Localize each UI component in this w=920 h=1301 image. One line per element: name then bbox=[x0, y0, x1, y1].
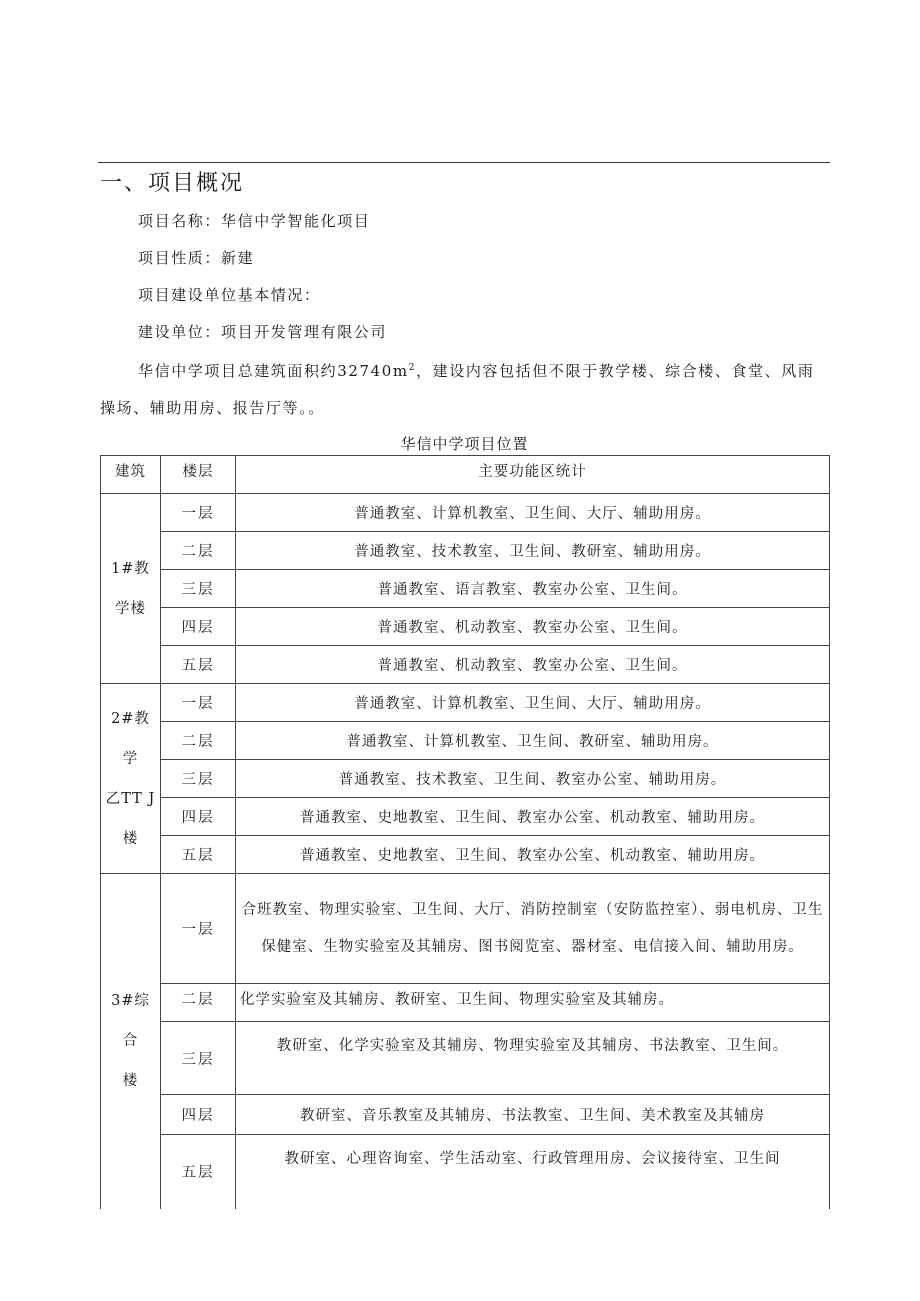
functions-cell: 普通教室、技术教室、卫生间、教室办公室、辅助用房。 bbox=[236, 760, 830, 798]
functions-cell: 化学实验室及其辅房、教研室、卫生间、物理实验室及其辅房。 bbox=[236, 984, 830, 1022]
header-rule bbox=[98, 162, 830, 163]
floor-cell: 一层 bbox=[161, 494, 236, 532]
floor-cell: 四层 bbox=[161, 608, 236, 646]
functions-cell: 普通教室、机动教室、教室办公室、卫生间。 bbox=[236, 608, 830, 646]
building-name-line: 学楼 bbox=[115, 600, 146, 617]
function-table bbox=[100, 455, 830, 1209]
building-name-line: 2#教学 bbox=[111, 710, 150, 767]
floor-cell: 三层 bbox=[161, 1022, 236, 1095]
floor-cell: 五层 bbox=[161, 646, 236, 684]
owner-line: 建设单位：项目开发管理有限公司 bbox=[138, 323, 388, 341]
floor-cell: 二层 bbox=[161, 532, 236, 570]
project-name-line: 项目名称：华信中学智能化项目 bbox=[138, 212, 371, 230]
building-name-line: 3#综合 bbox=[111, 993, 150, 1050]
table-row bbox=[101, 1022, 830, 1095]
floor-cell: 五层 bbox=[161, 1135, 236, 1209]
table-row bbox=[101, 646, 830, 684]
floor-cell: 四层 bbox=[161, 1095, 236, 1135]
building-name-line: 1#教 bbox=[111, 560, 150, 577]
table-row bbox=[101, 984, 830, 1022]
table-header-row bbox=[101, 456, 830, 494]
floor-cell: 五层 bbox=[161, 836, 236, 874]
table-caption: 华信中学项目位置 bbox=[400, 435, 529, 453]
functions-cell: 普通教室、计算机教室、卫生间、大厅、辅助用房。 bbox=[236, 494, 830, 532]
section-heading: 一、项目概况 bbox=[100, 171, 245, 196]
building-cell bbox=[101, 684, 161, 874]
owner-info-line: 项目建设单位基本情况： bbox=[138, 286, 321, 304]
table-row bbox=[101, 722, 830, 760]
functions-cell: 普通教室、技术教室、卫生间、教研室、辅助用房。 bbox=[236, 532, 830, 570]
functions-cell: 普通教室、机动教室、教室办公室、卫生间。 bbox=[236, 646, 830, 684]
table-row bbox=[101, 1135, 830, 1209]
project-nature-line: 项目性质：新建 bbox=[138, 249, 255, 267]
table-row bbox=[101, 684, 830, 722]
functions-cell: 普通教室、计算机教室、卫生间、教研室、辅助用房。 bbox=[236, 722, 830, 760]
building-name-line: 楼 bbox=[122, 1073, 139, 1090]
building-name-line: 乙TT J bbox=[105, 790, 156, 807]
table-row bbox=[101, 532, 830, 570]
header-floor: 楼层 bbox=[161, 456, 236, 494]
table-row bbox=[101, 760, 830, 798]
functions-cell: 教研室、音乐教室及其辅房、书法教室、卫生间、美术教室及其辅房 bbox=[236, 1095, 830, 1135]
header-functions: 主要功能区统计 bbox=[236, 456, 830, 494]
functions-cell: 合班教室、物理实验室、卫生间、大厅、消防控制室（安防监控室）、弱电机房、卫生保健室、生物实验室及其辅房、图书阅览室、器材室、电信接入间、辅助用房。 bbox=[236, 874, 830, 984]
functions-cell: 普通教室、语言教室、教室办公室、卫生间。 bbox=[236, 570, 830, 608]
area-unit-superscript: 2 bbox=[408, 363, 417, 373]
table-row bbox=[101, 836, 830, 874]
description-text: 华信中学项目总建筑面积约32740m bbox=[138, 362, 409, 380]
building-cell bbox=[101, 874, 161, 1209]
header-building: 建筑 bbox=[101, 456, 161, 494]
description-text-cont: ，建设内容包括但不限于教学楼、综合楼、食堂、风雨操场、辅助用房、报告厅等。。 bbox=[100, 362, 815, 417]
functions-cell: 普通教室、史地教室、卫生间、教室办公室、机动教室、辅助用房。 bbox=[236, 836, 830, 874]
floor-cell: 二层 bbox=[161, 984, 236, 1022]
floor-cell: 二层 bbox=[161, 722, 236, 760]
floor-cell: 四层 bbox=[161, 798, 236, 836]
project-description bbox=[100, 353, 826, 427]
functions-cell: 教研室、化学实验室及其辅房、物理实验室及其辅房、书法教室、卫生间。 bbox=[236, 1022, 830, 1095]
building-cell bbox=[101, 494, 161, 684]
table-row bbox=[101, 570, 830, 608]
floor-cell: 一层 bbox=[161, 684, 236, 722]
table-row bbox=[101, 608, 830, 646]
floor-cell: 一层 bbox=[161, 874, 236, 984]
table-row bbox=[101, 874, 830, 984]
floor-cell: 三层 bbox=[161, 760, 236, 798]
functions-cell: 教研室、心理咨询室、学生活动室、行政管理用房、会议接待室、卫生间 bbox=[236, 1135, 830, 1209]
table-row bbox=[101, 798, 830, 836]
building-name-line: 楼 bbox=[122, 830, 139, 847]
functions-cell: 普通教室、史地教室、卫生间、教室办公室、机动教室、辅助用房。 bbox=[236, 798, 830, 836]
table-row bbox=[101, 1095, 830, 1135]
table-row bbox=[101, 494, 830, 532]
functions-cell: 普通教室、计算机教室、卫生间、大厅、辅助用房。 bbox=[236, 684, 830, 722]
floor-cell: 三层 bbox=[161, 570, 236, 608]
